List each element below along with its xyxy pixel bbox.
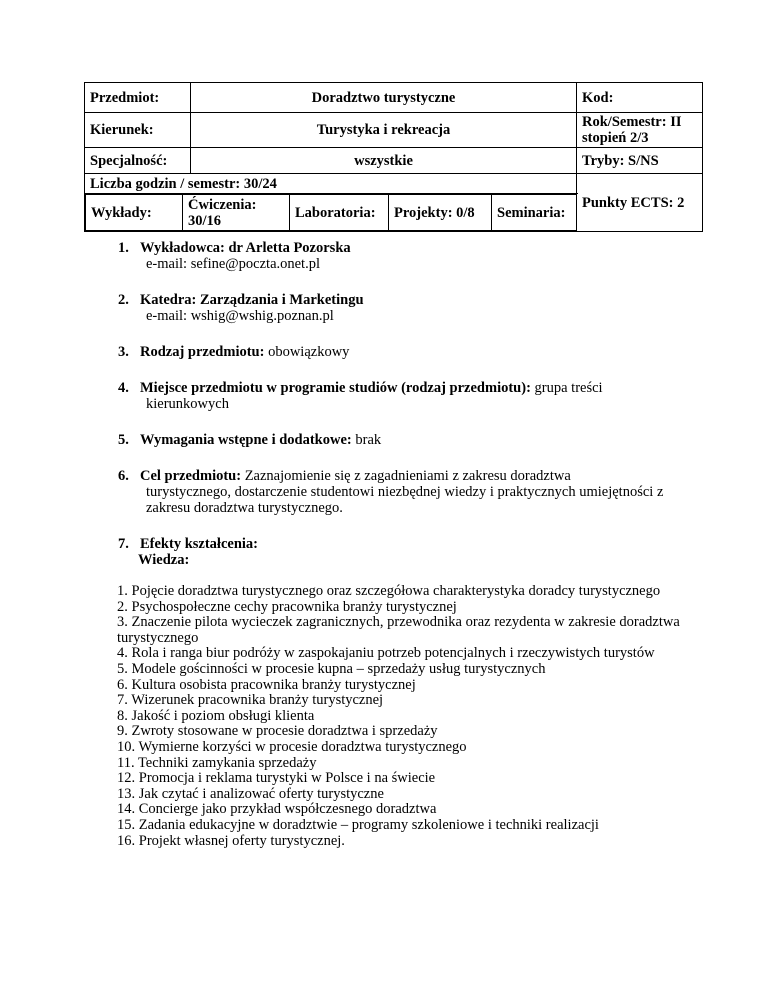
section-number: 2. bbox=[118, 292, 129, 308]
list-item: 15. Zadania edukacyjne w doradztwie – programy szkoleniowe i techniki realizacji bbox=[117, 816, 599, 833]
tryby: Tryby: S/NS bbox=[577, 148, 703, 174]
syllabus-sections bbox=[84, 240, 694, 572]
section-6 bbox=[84, 468, 694, 516]
list-item: 5. Modele gościnności w procesie kupna – sprzedaży usług turystycznych bbox=[117, 660, 546, 677]
section-text: Zaznajomienie się z zagadnieniami z zakresu doradztwa bbox=[244, 468, 571, 484]
section-continuation: e-mail: wshig@wshig.poznan.pl bbox=[146, 308, 334, 324]
seminaria: Seminaria: bbox=[492, 195, 577, 231]
section-heading: Wykładowca: dr Arletta Pozorska bbox=[140, 240, 351, 256]
section-number: 1. bbox=[118, 240, 129, 256]
list-item: 9. Zwroty stosowane w procesie doradztwa i sprzedaży bbox=[117, 723, 438, 740]
specjalnosc-label: Specjalność: bbox=[85, 148, 191, 174]
kierunek-label: Kierunek: bbox=[85, 113, 191, 148]
section-number: 7. bbox=[118, 536, 129, 552]
rok-semestr: Rok/Semestr: II stopień 2/3 bbox=[577, 113, 703, 148]
list-item: 4. Rola i ranga biur podróży w zaspokajaniu potrzeb potencjalnych i rzeczywistych turystów bbox=[117, 645, 655, 662]
specjalnosc-value: wszystkie bbox=[191, 148, 577, 174]
section-number: 5. bbox=[118, 432, 129, 448]
list-item: 14. Concierge jako przykład współczesnego doradztwa bbox=[117, 801, 437, 818]
list-item: 12. Promocja i reklama turystyki w Polsce i na świecie bbox=[117, 770, 436, 787]
section-text: grupa treści bbox=[534, 380, 603, 396]
section-heading: Katedra: Zarządzania i Marketingu bbox=[140, 292, 364, 308]
cwiczenia: Ćwiczenia: 30/16 bbox=[183, 195, 290, 231]
section-continuation: turystycznego, dostarczenie studentowi niezbędnej wiedzy i praktycznych umiejętności z zakresu doradztwa turystycznego. bbox=[146, 484, 664, 516]
section-5 bbox=[84, 432, 694, 448]
section-text: brak bbox=[355, 432, 382, 448]
course-info-table bbox=[84, 82, 703, 232]
section-2 bbox=[84, 292, 694, 324]
section-continuation: kierunkowych bbox=[146, 396, 229, 412]
list-item: 13. Jak czytać i analizować oferty turystyczne bbox=[117, 785, 384, 802]
section-4 bbox=[84, 380, 694, 412]
list-item: 10. Wymierne korzyści w procesie doradztwa turystycznego bbox=[117, 738, 467, 755]
section-3 bbox=[84, 344, 694, 360]
section-number: 6. bbox=[118, 468, 129, 484]
section-heading: Efekty kształcenia: bbox=[140, 536, 258, 552]
kod-label: Kod: bbox=[577, 83, 703, 113]
section-heading: Wymagania wstępne i dodatkowe: bbox=[140, 432, 352, 448]
section-1 bbox=[84, 240, 694, 272]
przedmiot-value: Doradztwo turystyczne bbox=[191, 83, 577, 113]
section-number: 4. bbox=[118, 380, 129, 396]
section-heading: Cel przedmiotu: bbox=[140, 468, 242, 484]
section-text: obowiązkowy bbox=[268, 344, 350, 360]
projekty: Projekty: 0/8 bbox=[389, 195, 492, 231]
przedmiot-label: Przedmiot: bbox=[85, 83, 191, 113]
section-heading: Rodzaj przedmiotu: bbox=[140, 344, 265, 360]
list-item: 8. Jakość i poziom obsługi klienta bbox=[117, 707, 315, 724]
punkty-ects: Punkty ECTS: 2 bbox=[577, 174, 703, 232]
list-item: 7. Wizerunek pracownika branży turystycznej bbox=[117, 692, 384, 709]
laboratoria: Laboratoria: bbox=[290, 195, 389, 231]
list-item: 16. Projekt własnej oferty turystycznej. bbox=[117, 832, 345, 849]
section-number: 3. bbox=[118, 344, 129, 360]
list-item: 2. Psychospołeczne cechy pracownika branży turystycznej bbox=[117, 598, 457, 615]
liczba-godzin: Liczba godzin / semestr: 30/24 bbox=[85, 174, 577, 194]
section-7 bbox=[84, 536, 694, 552]
wyklady: Wykłady: bbox=[86, 195, 183, 231]
wiedza-list bbox=[117, 584, 707, 849]
kierunek-value: Turystyka i rekreacja bbox=[191, 113, 577, 148]
hours-breakdown bbox=[85, 194, 577, 232]
section-continuation: e-mail: sefine@poczta.onet.pl bbox=[146, 256, 320, 272]
list-item: 3. Znaczenie pilota wycieczek zagranicznych, przewodnika oraz rezydenta w zakresie doradztwa turystycznego bbox=[117, 614, 680, 646]
list-item: 11. Techniki zamykania sprzedaży bbox=[117, 754, 317, 771]
list-item: 6. Kultura osobista pracownika branży turystycznej bbox=[117, 676, 416, 693]
section-heading: Miejsce przedmiotu w programie studiów (rodzaj przedmiotu): bbox=[140, 380, 531, 396]
wiedza-heading: Wiedza: bbox=[138, 552, 190, 568]
list-item: 1. Pojęcie doradztwa turystycznego oraz szczegółowa charakterystyka doradcy turystycznego bbox=[117, 583, 661, 599]
